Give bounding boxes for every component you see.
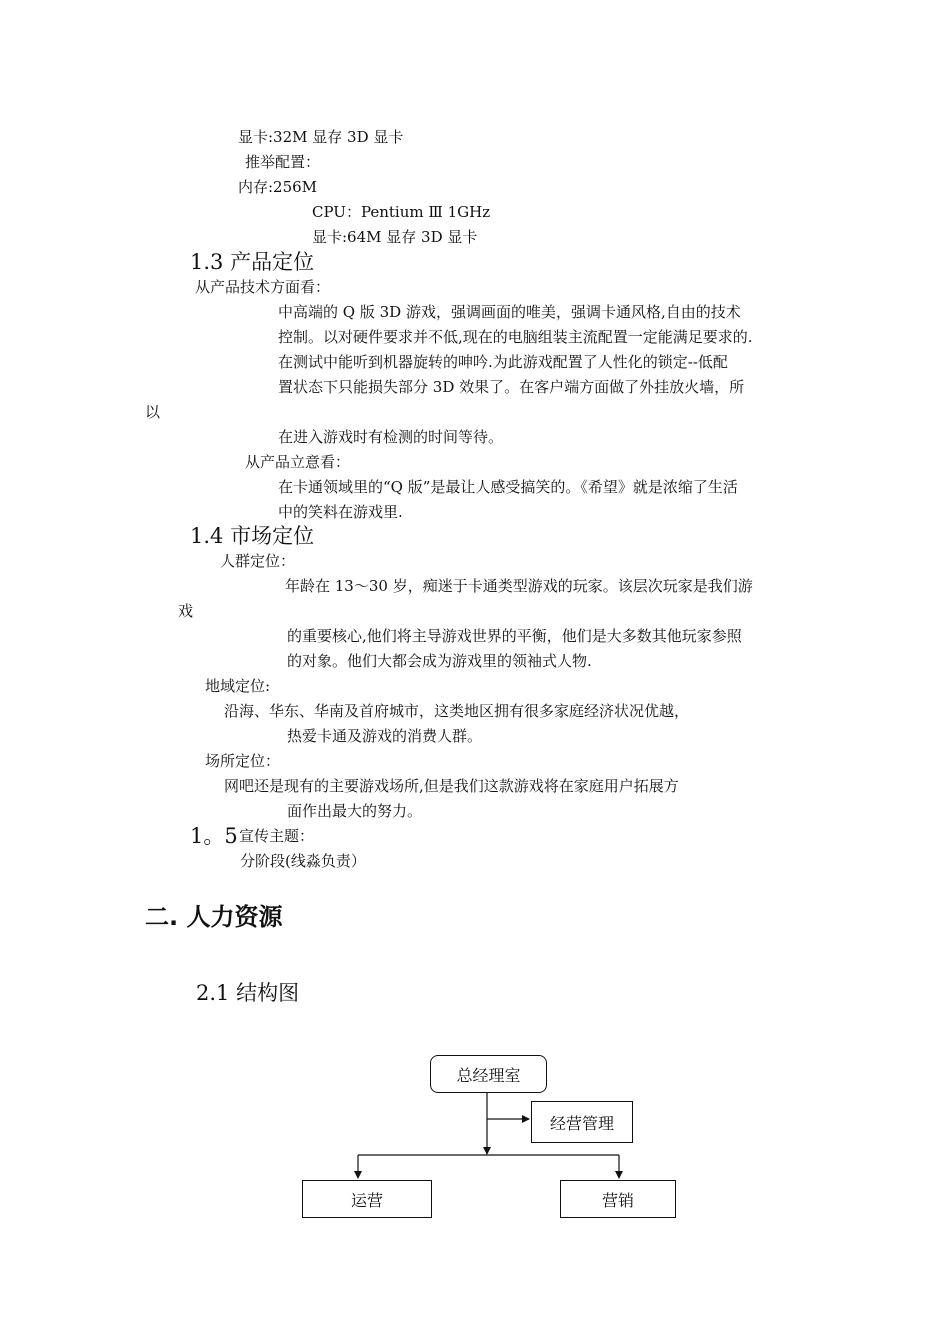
- section-heading-1-4: 1.4 市场定位: [190, 524, 315, 548]
- text-line: 沿海、华东、华南及首府城市，这类地区拥有很多家庭经济状况优越，: [224, 702, 690, 720]
- text-line: 年龄在 13～30 岁，痴迷于卡通类型游戏的玩家。该层次玩家是我们游: [285, 577, 753, 595]
- text-line: 从产品技术方面看：: [195, 278, 331, 296]
- text-line: 推举配置：: [245, 153, 321, 171]
- section-number-1-5: 1。5: [190, 824, 238, 848]
- org-node-marketing: 营销: [560, 1180, 676, 1218]
- text-line: 面作出最大的努力。: [287, 802, 423, 820]
- org-node-operations: 运营: [302, 1180, 432, 1218]
- text-line: 分阶段(线淼负责）: [240, 852, 366, 870]
- text-line: 的重要核心,他们将主导游戏世界的平衡，他们是大多数其他玩家参照: [287, 627, 742, 645]
- text-line: 中的笑料在游戏里.: [278, 503, 403, 521]
- text-line: 宣传主题：: [239, 827, 315, 845]
- text-line: 以: [145, 403, 161, 421]
- text-line: 显卡:64M 显存 3D 显卡: [312, 228, 478, 246]
- text-line: 置状态下只能损失部分 3D 效果了。在客户端方面做了外挂放火墙，所: [278, 378, 745, 396]
- text-line: 在进入游戏时有检测的时间等待。: [278, 428, 504, 446]
- org-node-general-manager: 总经理室: [430, 1055, 547, 1093]
- section-heading-1-3: 1.3 产品定位: [190, 250, 315, 274]
- text-line: 内存:256M: [238, 178, 318, 196]
- text-line: 戏: [178, 602, 194, 620]
- text-line: 地域定位:: [205, 677, 271, 695]
- text-line: 在测试中能听到机器旋转的呻吟.为此游戏配置了人性化的锁定--低配: [278, 353, 728, 371]
- chapter-heading: 二. 人力资源: [145, 903, 283, 931]
- section-heading-2-1: 2.1 结构图: [196, 981, 300, 1005]
- text-line: 控制。以对硬件要求并不低,现在的电脑组装主流配置一定能满足要求的.: [278, 328, 753, 346]
- text-line: CPU：Pentium Ⅲ 1GHz: [312, 203, 491, 221]
- text-line: 的对象。他们大都会成为游戏里的领袖式人物.: [287, 652, 592, 670]
- org-node-management: 经营管理: [531, 1101, 633, 1143]
- text-line: 中高端的 Q 版 3D 游戏，强调画面的唯美，强调卡通风格,自由的技术: [278, 303, 741, 321]
- text-line: 在卡通领域里的“Q 版”是最让人感受搞笑的。《希望》就是浓缩了生活: [278, 478, 738, 496]
- text-line: 热爱卡通及游戏的消费人群。: [287, 727, 483, 745]
- text-line: 场所定位：: [205, 752, 281, 770]
- text-line: 从产品立意看：: [245, 453, 351, 471]
- text-line: 人群定位：: [220, 552, 296, 570]
- text-line: 显卡:32M 显存 3D 显卡: [238, 128, 404, 146]
- text-line: 网吧还是现有的主要游戏场所,但是我们这款游戏将在家庭用户拓展方: [224, 777, 679, 795]
